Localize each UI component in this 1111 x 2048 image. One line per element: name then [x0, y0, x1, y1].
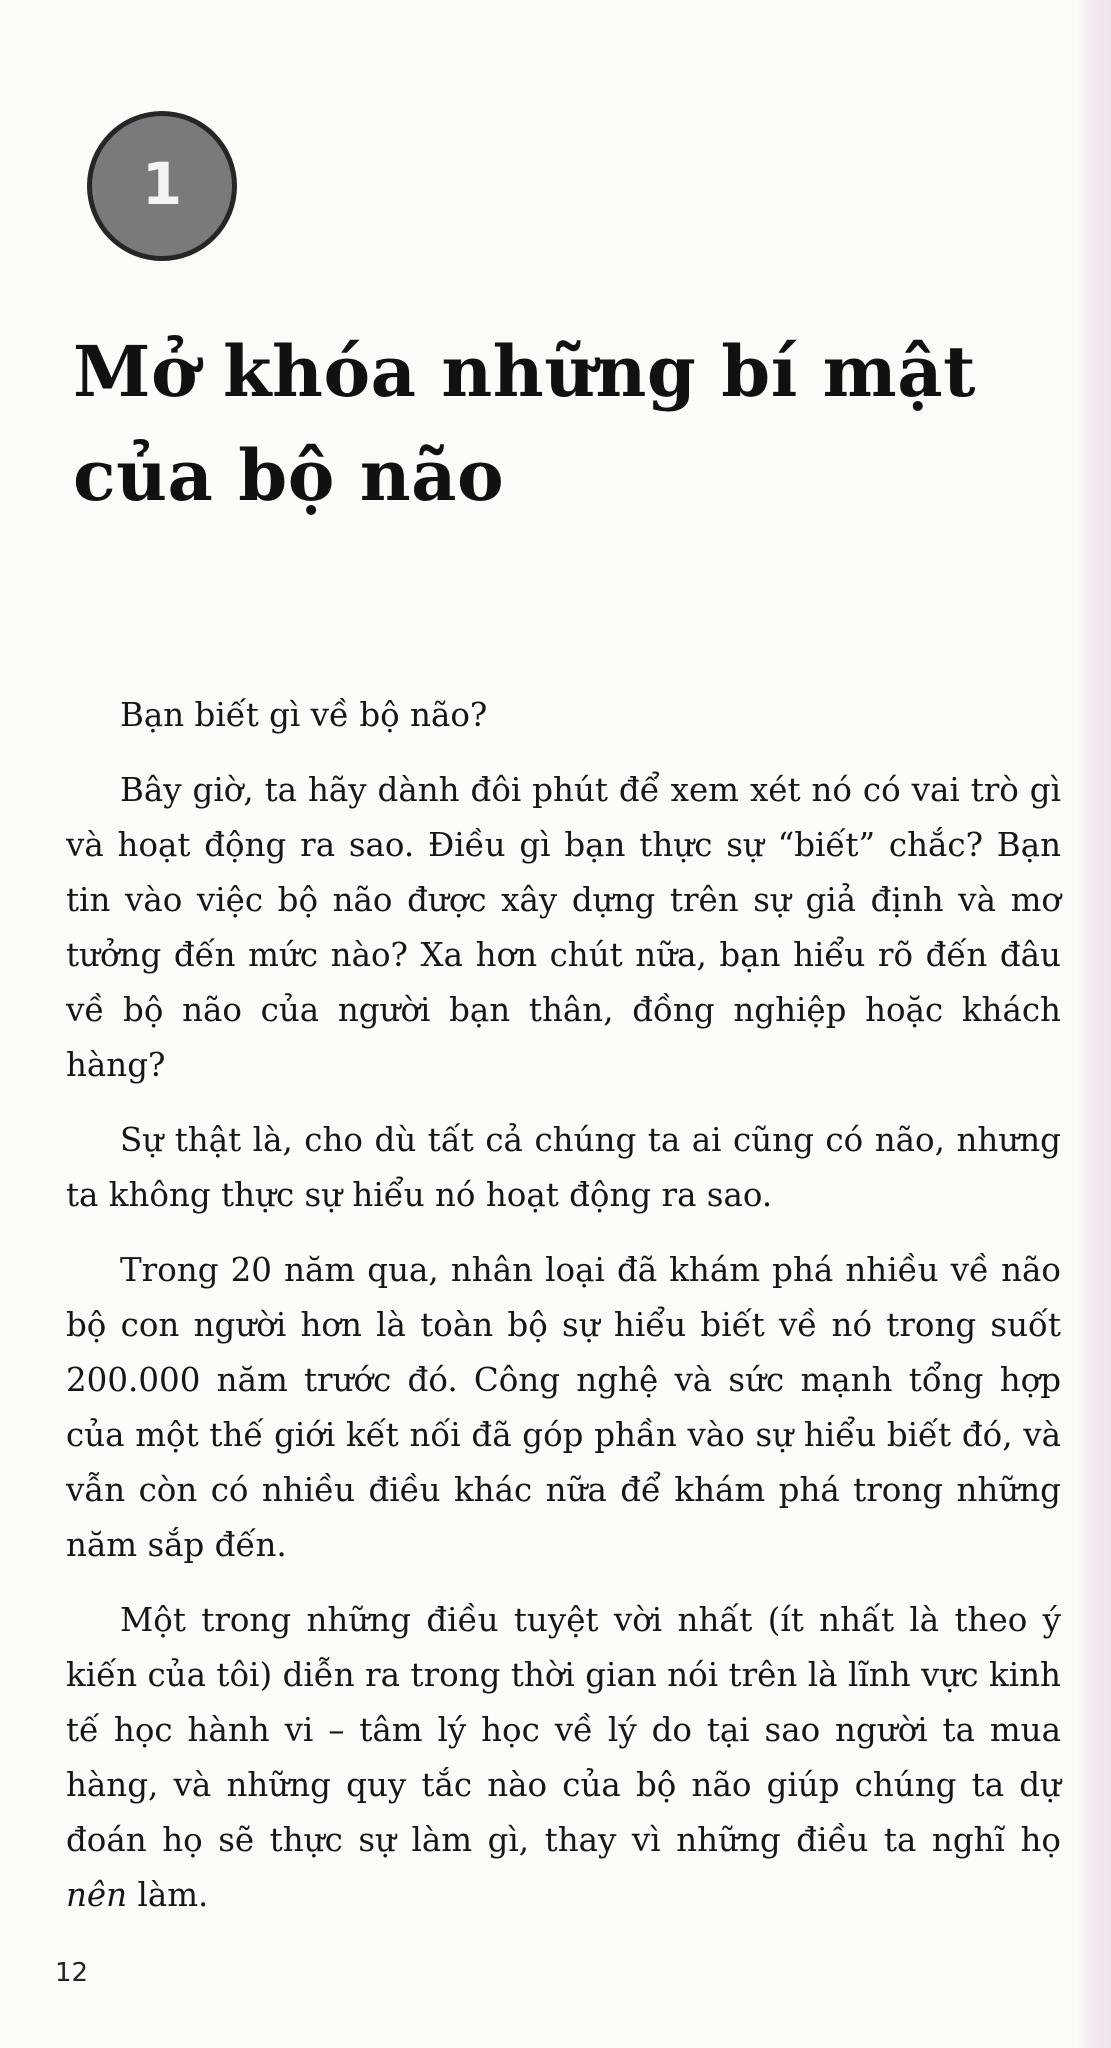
body-text [66, 688, 1061, 1943]
chapter-title: Mở khóa những bí mật của bộ não [73, 330, 976, 517]
page-edge-shadow [1077, 0, 1111, 2048]
paragraph-5 [66, 1593, 1061, 1923]
paragraph-5-ending: làm. [127, 1876, 209, 1914]
paragraph-5-emphasis: nên [66, 1876, 128, 1914]
page-number: 12 [55, 1958, 89, 1988]
paragraph-5-text: Một trong những điều tuyệt vời nhất (ít nhất là theo ý kiến của tôi) diễn ra trong thời gian nói trên là lĩnh vực kinh tế học hành vi – tâm lý học về lý do tại sao người ta mua hàng, và những quy tắc nào của bộ não giúp chúng ta dự đoán họ sẽ thực sự làm gì, thay vì những điều ta nghĩ họ [66, 1601, 1061, 1859]
chapter-number: 1 [141, 150, 183, 218]
paragraph-4: Trong 20 năm qua, nhân loại đã khám phá nhiều về não bộ con người hơn là toàn bộ sự hiểu biết về nó trong suốt 200.000 năm trước đó. Công nghệ và sức mạnh tổng hợp của một thế giới kết nối đã góp phần vào sự hiểu biết đó, và vẫn còn có nhiều điều khác nữa để khám phá trong những năm sắp đến. [66, 1251, 1061, 1564]
paragraph-1: Bạn biết gì về bộ não? [120, 696, 488, 734]
paragraph-3: Sự thật là, cho dù tất cả chúng ta ai cũng có não, nhưng ta không thực sự hiểu nó hoạt động ra sao. [66, 1121, 1061, 1214]
paragraph-2: Bây giờ, ta hãy dành đôi phút để xem xét nó có vai trò gì và hoạt động ra sao. Điều gì bạn thực sự “biết” chắc? Bạn tin vào việc bộ não được xây dựng trên sự giả định và mơ tưởng đến mức nào? Xa hơn chút nữa, bạn hiểu rõ đến đâu về bộ não của người bạn thân, đồng nghiệp hoặc khách hàng? [66, 771, 1061, 1084]
chapter-number-badge [87, 111, 237, 261]
